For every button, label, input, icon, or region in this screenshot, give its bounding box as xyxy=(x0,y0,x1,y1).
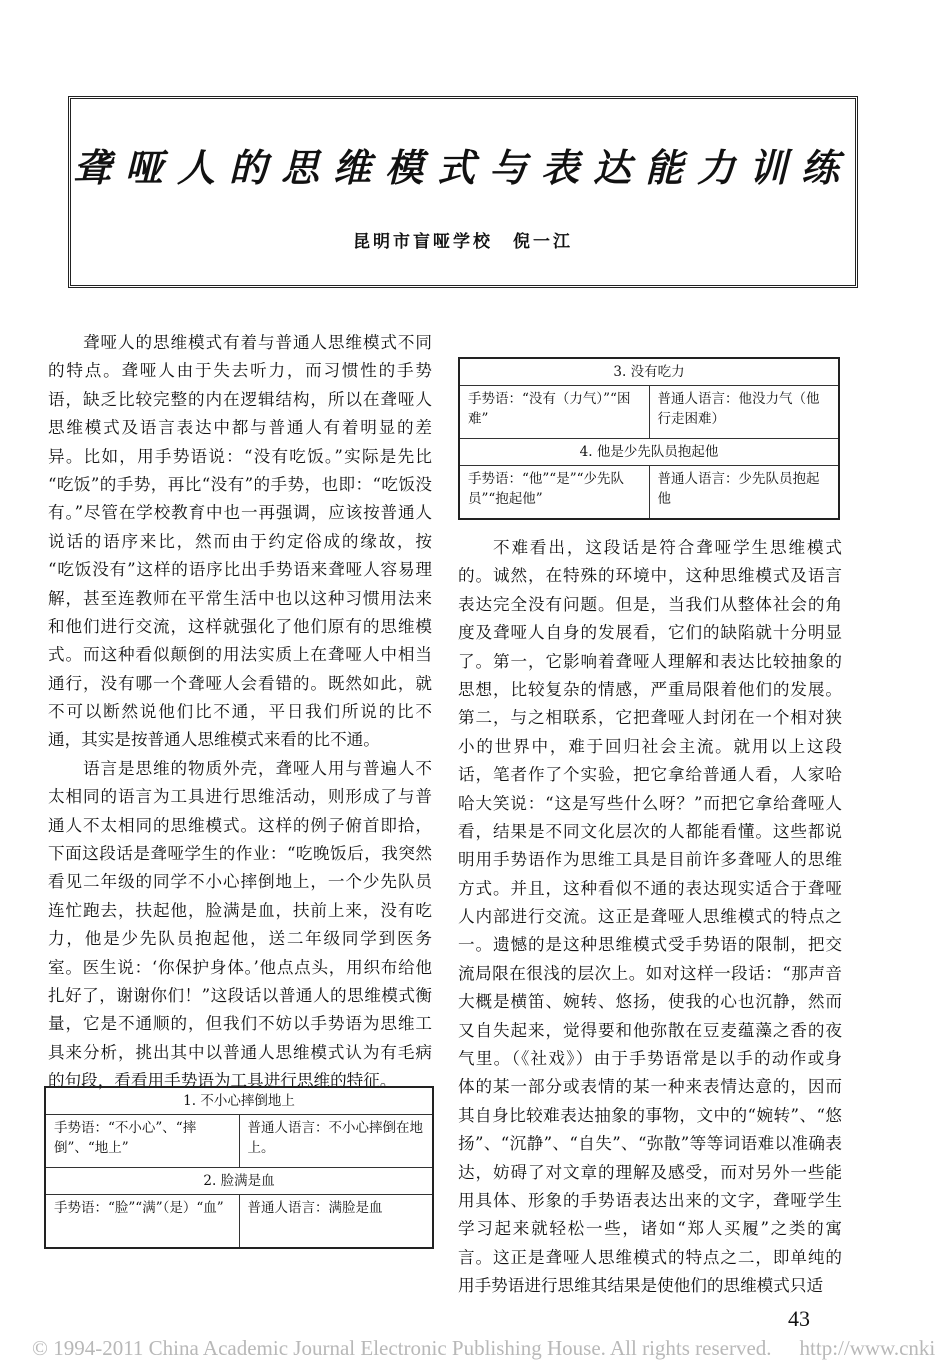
right-column xyxy=(458,534,842,1301)
text-line: 第二，与之相联系，它把聋哑人封闭在一个相对狭 xyxy=(458,708,842,728)
table-heading: 4. 他是少先队员抱起他 xyxy=(459,439,839,466)
text-line: 气里。（《社戏》）由于手势语常是以手的动作或身 xyxy=(458,1049,842,1069)
text-line: 方式。并且，这种看似不通的表达现实适合于聋哑 xyxy=(458,878,842,898)
page-number: 43 xyxy=(788,1306,810,1331)
text-line: 用具体、形象的手势语表达出来的文字，聋哑学生 xyxy=(458,1190,842,1210)
table-row xyxy=(45,1115,433,1168)
text-line: 看，结果是不同文化层次的人都能看懂。这些都说 xyxy=(458,821,842,841)
text-line: 思维模式及语言表达中都与普通人有着明显的差 xyxy=(48,418,432,438)
text-line: “吃饭没有”这样的语序比出手势语来聋哑人容易理 xyxy=(48,560,432,580)
sign-language-cell: 手势语：“不小心”、“摔倒”、“地上” xyxy=(45,1115,239,1168)
text-line: 的。诚然，在特殊的环境中，这种思维模式及语言 xyxy=(458,566,842,586)
text-line: 聋哑人的思维模式有着与普通人思维模式不同 xyxy=(83,333,432,352)
title-box xyxy=(68,96,858,288)
text-line: 具来分析，挑出其中以普通人思维模式认为有毛病 xyxy=(48,1042,432,1062)
text-line: 看见二年级的同学不小心摔倒地上，一个少先队员 xyxy=(48,872,432,892)
text-line: 学习起来就轻松一些，诸如“郑人买履”之类的寓 xyxy=(458,1219,842,1239)
text-line: 明用手势语作为思维工具是目前许多聋哑人的思维 xyxy=(458,850,842,870)
text-line: 太相同的语言为工具进行思维活动，则形成了与普 xyxy=(48,787,432,807)
table-row xyxy=(459,386,839,439)
left-column xyxy=(48,329,432,1096)
table-heading: 1. 不小心摔倒地上 xyxy=(45,1087,433,1115)
text-line: 表达完全没有问题。但是，当我们从整体社会的角 xyxy=(458,594,842,614)
text-line: 通人不太相同的思维模式。这样的例子俯首即拾， xyxy=(48,815,432,835)
text-line: 哈大笑说：“这是写些什么呀？”而把它拿给聋哑人 xyxy=(458,793,842,813)
footer xyxy=(32,1336,935,1361)
table-heading: 2. 脸满是血 xyxy=(45,1168,433,1195)
text-line: 不可以断然说他们比不通，平日我们所说的比不 xyxy=(48,702,432,722)
text-line: “吃饭”的手势，再比“没有”的手势，也即：“吃饭没 xyxy=(48,474,432,494)
normal-language-cell: 普通人语言：少先队员抱起他 xyxy=(649,466,839,520)
text-line: 思想，比较复杂的情感，严重局限着他们的发展。 xyxy=(458,679,842,699)
table-row xyxy=(45,1195,433,1249)
sign-language-cell: 手势语：“他”“是”“少先队员”“抱起他” xyxy=(459,466,649,520)
text-line: 的句段，看看用手势语为工具进行思维的特征。 xyxy=(48,1071,397,1091)
text-line: 一。遗憾的是这种思维模式受手势语的限制，把交 xyxy=(458,935,842,955)
article-title: 聋哑人的思维模式与表达能力训练 xyxy=(72,145,853,190)
text-line: 达，妨碍了对文章的理解及感受，而对另外一些能 xyxy=(458,1162,842,1182)
table-row xyxy=(459,466,839,520)
text-line: 小的世界中，难于回归社会主流。就用以上这段 xyxy=(458,736,842,756)
text-line: 语，缺乏比较完整的内在逻辑结构，所以在聋哑人 xyxy=(48,389,432,409)
comparison-table-right xyxy=(458,357,840,520)
text-line: 不难看出，这段话是符合聋哑学生思维模式 xyxy=(493,538,842,557)
copyright-notice: © 1994-2011 China Academic Journal Electronic Publishing House. All rights reserved. xyxy=(32,1336,772,1360)
text-line: 连忙跑去，扶起他，脸满是血，扶前上来，没有吃 xyxy=(48,900,432,920)
sign-language-cell: 手势语：“脸”“满”（是）“血” xyxy=(45,1195,239,1249)
text-line: 和他们进行交流，这样就强化了他们原有的思维模 xyxy=(48,616,432,636)
text-line: 扎好了，谢谢你们！”这段话以普通人的思维模式衡 xyxy=(48,985,432,1005)
table-heading: 3. 没有吃力 xyxy=(459,358,839,386)
text-line: 说话的语序来比，然而由于约定俗成的缘故，按 xyxy=(48,531,432,551)
text-line: 言。这正是聋哑人思维模式的特点之二，即单纯的 xyxy=(458,1247,842,1267)
byline xyxy=(71,227,855,252)
comparison-table-left xyxy=(44,1086,434,1249)
normal-language-cell: 普通人语言：不小心摔倒在地上。 xyxy=(239,1115,433,1168)
affiliation: 昆明市盲哑学校 xyxy=(353,232,493,252)
text-line: 的特点。聋哑人由于失去听力，而习惯性的手势 xyxy=(48,361,432,381)
text-line: 流局限在很浅的层次上。如对这样一段话：“那声音 xyxy=(458,963,842,983)
text-line: 人内部进行交流。这正是聋哑人思维模式的特点之 xyxy=(458,907,842,927)
normal-language-cell: 普通人语言：他没力气（他行走困难） xyxy=(649,386,839,439)
text-line: 有。”尽管在学校教育中也一再强调，应该按普通人 xyxy=(48,503,432,523)
text-line: 量，它是不通顺的，但我们不妨以手势语为思维工 xyxy=(48,1014,432,1034)
text-line: 话，笔者作了个实验，把它拿给普通人看，人家哈 xyxy=(458,765,842,785)
text-line: 扬”、“沉静”、“自失”、“弥散”等等词语难以准确表 xyxy=(458,1134,842,1154)
sign-language-cell: 手势语：“没有（力气）”“困难” xyxy=(459,386,649,439)
text-line: 室。医生说：‘你保护身体。’他点点头，用织布给他 xyxy=(48,957,432,977)
text-line: 异。比如，用手势语说：“没有吃饭。”实际是先比 xyxy=(48,446,432,466)
normal-language-cell: 普通人语言：满脸是血 xyxy=(239,1195,433,1249)
text-line: 式。而这种看似颠倒的用法实质上在聋哑人中相当 xyxy=(48,645,432,665)
text-line: 大概是横笛、婉转、悠扬，使我的心也沉静，然而 xyxy=(458,992,842,1012)
text-line: 下面这段话是聋哑学生的作业：“吃晚饭后，我突然 xyxy=(48,844,432,864)
text-line: 其自身比较难表达抽象的事物，文中的“婉转”、“悠 xyxy=(458,1105,842,1125)
author-name: 倪一江 xyxy=(513,232,573,252)
text-line: 又自失起来，觉得要和他弥散在豆麦蕴藻之香的夜 xyxy=(458,1020,842,1040)
text-line: 通，其实是按普通人思维模式来看的比不通。 xyxy=(48,730,380,750)
text-line: 用手势语进行思维其结果是使他们的思维模式只适 xyxy=(458,1276,824,1296)
text-line: 力，他是少先队员抱起他，送二年级同学到医务 xyxy=(48,929,432,949)
footer-url: http://www.cnki xyxy=(799,1336,935,1360)
text-line: 语言是思维的物质外壳，聋哑人用与普遍人不 xyxy=(83,758,432,778)
text-line: 体的某一部分或表情的某一种来表情达意的，因而 xyxy=(458,1077,842,1097)
text-line: 度及聋哑人自身的发展看，它们的缺陷就十分明显 xyxy=(458,623,842,643)
text-line: 通行，没有哪一个聋哑人会看错的。既然如此，就 xyxy=(48,673,432,693)
text-line: 解，甚至连教师在平常生活中也以这种习惯用法来 xyxy=(48,588,432,608)
text-line: 了。第一，它影响着聋哑人理解和表达比较抽象的 xyxy=(458,651,842,671)
